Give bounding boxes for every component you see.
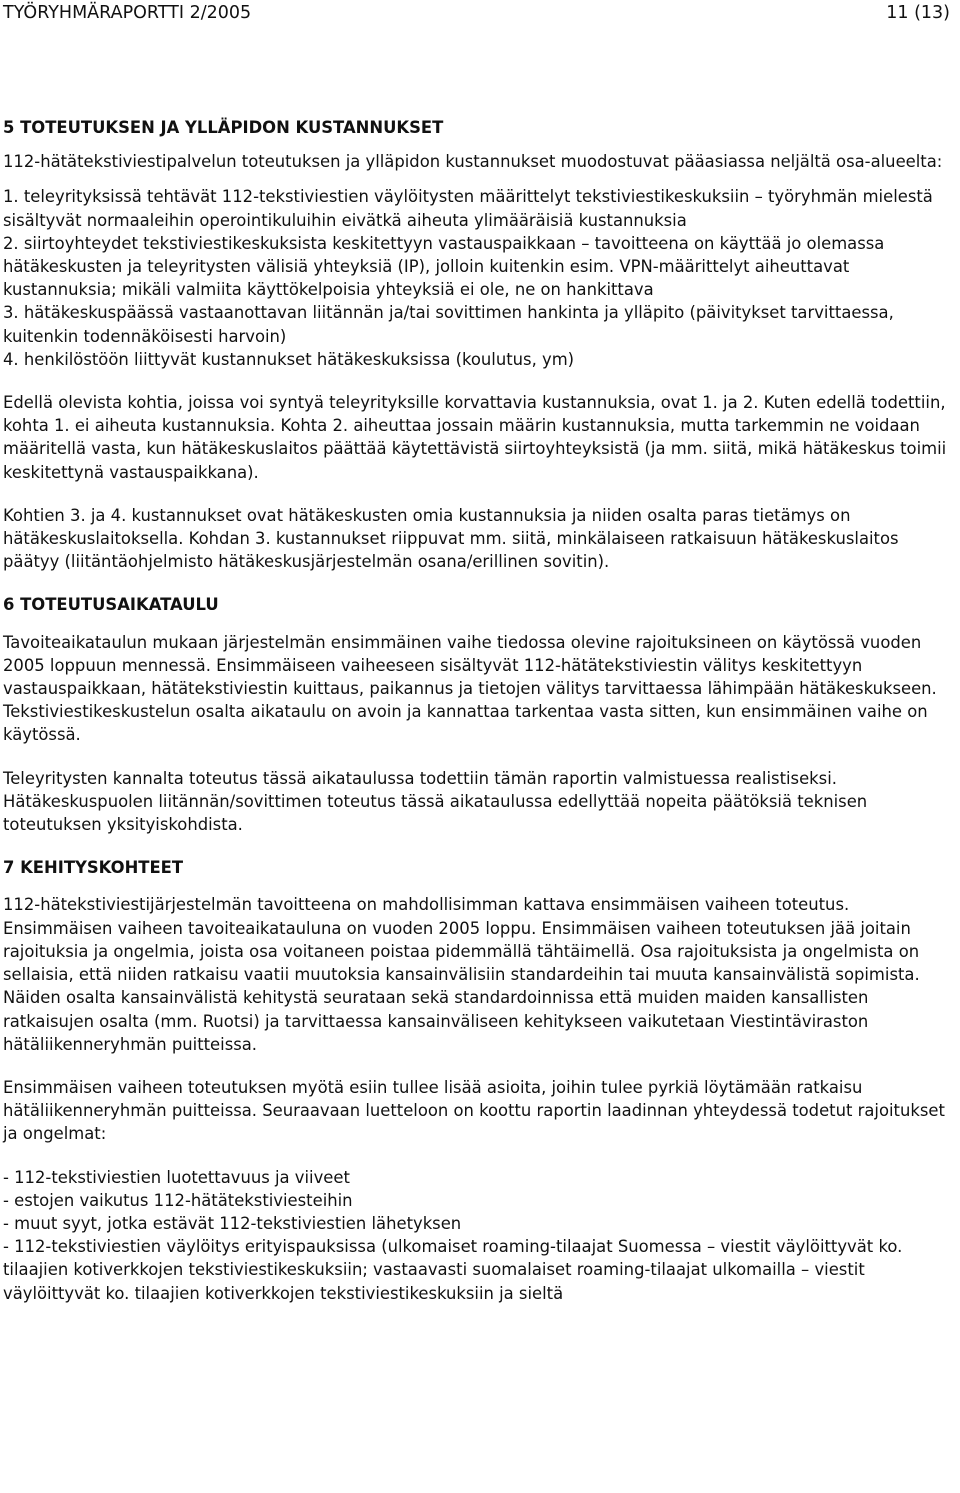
limitation-item: - 112-tekstiviestien väylöitys erityispauksissa (ulkomaiset roaming-tilaajat Suomessa – viestit väylöittyvät ko. tilaajien kotiverkkojen tekstiviestikeskuksiin; vastaavasti suomalaiset roaming-tilaajat ulkomailla – viestit väylöittyvät ko. tilaajien kotiverkkojen tekstiviestikeskuksiin ja sieltä: [3, 1237, 903, 1303]
limitation-item: - estojen vaikutus 112-hätätekstiviesteihin: [3, 1190, 353, 1210]
section-7-paragraph: Ensimmäisen vaiheen toteutuksen myötä esiin tullee lisää asioita, joihin tulee pyrkiä löytämään ratkaisu hätäliikenneryhmän puitteissa. Seuraavaan luetteloon on koottu raportin laadinnan yhteydessä todetut rajoitukset ja ongelmat:: [3, 1077, 945, 1144]
section-6-paragraph: Teleyritysten kannalta toteutus tässä aikataulussa todettiin tämän raportin valmistuessa realistiseksi. Hätäkeskuspuolen liitännän/sovittimen toteutus tässä aikataulussa edellyttää nopeita päätöksiä teknisen toteutuksen yksityiskohdista.: [3, 768, 868, 835]
cost-area-item: 4. henkilöstöön liittyvät kustannukset hätäkeskuksissa (koulutus, ym): [3, 349, 575, 369]
section-7-paragraph: 112-hätekstiviestijärjestelmän tavoitteena on mahdollisimman kattava ensimmäisen vaiheen toteutus. Ensimmäisen vaiheen tavoiteaikatauluna on vuoden 2005 loppu. Ensimmäisen vaiheen toteutuksen jää joitain rajoituksia ja ongelmia, joista osa voitaneen poistaa pidemmällä tähtäimellä. Osa rajoituksista ja ongelmista on sellaisia, että niiden ratkaisu vaatii muutoksia kansainvälisiin standardeihin tai muuta kansainvälistä sopimista. Näiden osalta kansainvälistä kehitystä seurataan sekä standardoinnissa että muiden maiden kansallisten ratkaisujen osalta (mm. Ruotsi) ja tarvittaessa kansainväliseen kehitykseen vaikutetaan Viestintäviraston hätäliikenneryhmän puitteissa.: [3, 895, 920, 1054]
section-5-paragraph: Kohtien 3. ja 4. kustannukset ovat hätäkeskusten omia kustannuksia ja niiden osalta paras tietämys on hätäkeskuslaitoksella. Kohdan 3. kustannukset riippuvat mm. siitä, minkälaiseen ratkaisuun hätäkeskuslaitos päätyy (liitäntäohjelmisto hätäkeskusjärjestelmän osana/erillinen sovitin).: [3, 505, 899, 572]
section-6-paragraph: Tavoiteaikataulun mukaan järjestelmän ensimmäinen vaihe tiedossa olevine rajoituksineen on käytössä vuoden 2005 loppuun mennessä. Ensimmäiseen vaiheeseen sisältyvät 112-hätätekstiviestin välitys keskitettyyn vastauspaikkaan, hätätekstiviestin kuittaus, paikannus ja tietojen välitys tarvittaessa lähimpään hätäkeskukseen. Tekstiviestikeskustelun osalta aikataulu on avoin ja kannattaa tarkentaa vasta sitten, kun ensimmäinen vaihe on käytössä.: [3, 632, 937, 745]
limitations-list: [3, 1166, 953, 1305]
cost-area-item: 1. teleyrityksissä tehtävät 112-tekstiviestien väylöitysten määrittelyt tekstiviestikeskuksiin – työryhmän mielestä sisältyvät normaaleihin operointikuluihin eivätkä aiheuta ylimääräisiä kustannuksia: [3, 187, 933, 230]
cost-areas-list: [3, 185, 953, 371]
section-5-paragraph: Edellä olevista kohtia, joissa voi syntyä teleyrityksille korvattavia kustannuksia, ovat 1. ja 2. Kuten edellä todettiin, kohta 1. ei aiheuta kustannuksia. Kohta 2. aiheuttaa jossain määrin kustannuksia, mutta tarkemmin ne voidaan määritellä vasta, kun hätäkeskuslaitos päättää käytettävistä siirtoyhteyksistä (ja mm. siitä, mikä hätäkeskus toimii keskitettynä vastauspaikkana).: [3, 393, 947, 482]
page-number: 11 (13): [886, 3, 950, 23]
cost-area-item: 2. siirtoyhteydet tekstiviestikeskuksista keskitettyyn vastauspaikkaan – tavoitteena on käyttää jo olemassa hätäkeskusten ja teleyritysten välisiä yhteyksiä (IP), jolloin kuitenkin esim. VPN-määrittelyt aiheuttavat kustannuksia; mikäli valmiita käyttökelpoisia yhteyksiä ei ole, ne on hankittava: [3, 233, 885, 300]
limitation-item: - 112-tekstiviestien luotettavuus ja viiveet: [3, 1167, 350, 1187]
document-body: [3, 116, 953, 1305]
report-title: TYÖRYHMÄRAPORTTI 2/2005: [3, 3, 252, 23]
section-6-heading: 6 TOTEUTUSAIKATAULU: [3, 595, 219, 615]
section-7-heading: 7 KEHITYSKOHTEET: [3, 858, 184, 878]
limitation-item: - muut syyt, jotka estävät 112-tekstiviestien lähetyksen: [3, 1213, 462, 1233]
cost-area-item: 3. hätäkeskuspäässä vastaanottavan liitännän ja/tai sovittimen hankinta ja ylläpito (päivitykset tarvittaessa, kuitenkin todennäköisesti harvoin): [3, 303, 894, 346]
page-header: [3, 0, 950, 34]
section-5-heading: 5 TOTEUTUKSEN JA YLLÄPIDON KUSTANNUKSET: [3, 118, 444, 137]
section-5-intro: 112-hätätekstiviestipalvelun toteutuksen ja ylläpidon kustannukset muodostuvat pääasiassa neljältä osa-alueelta:: [3, 152, 943, 172]
